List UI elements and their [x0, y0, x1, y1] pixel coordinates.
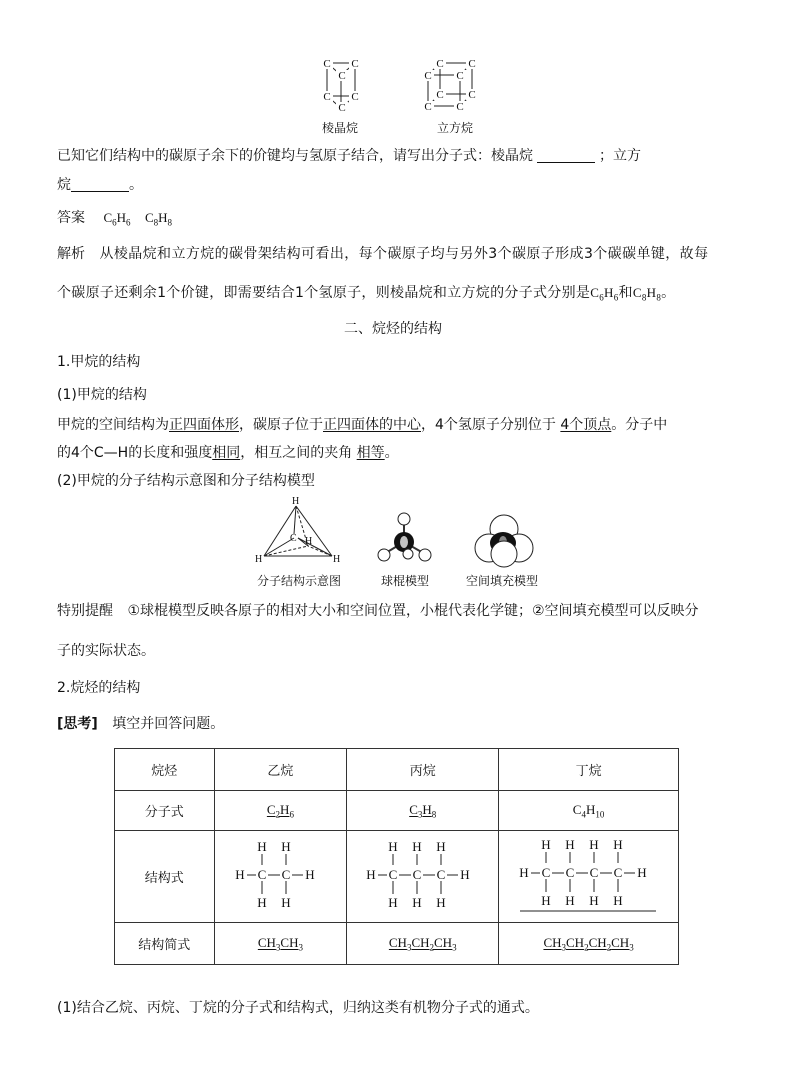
svg-text:C: C	[338, 70, 346, 82]
svg-text:H: H	[281, 894, 292, 910]
ethane-formula: $C_2H_6$	[214, 791, 347, 831]
ball-stick-caption: 球棍模型	[381, 574, 430, 588]
methane-subheading-2: (2)甲烷的分子结构示意图和分子结构模型	[57, 473, 315, 489]
svg-text:C: C	[589, 864, 598, 880]
svg-text:H: H	[412, 838, 422, 854]
alkane-heading: 2.烷烃的结构	[57, 680, 141, 696]
tip-label: 特别提醒	[57, 603, 113, 619]
analysis-text-1: 从棱晶烷和立方烷的碳骨架结构可看出，每个碳原子均与另外3个碳原子形成3个碳碳单键，故每	[99, 246, 709, 262]
text: 的4个C—H的长度和强度	[57, 445, 213, 461]
svg-text:H: H	[636, 864, 647, 880]
answer-line	[57, 207, 172, 228]
table-header-row	[115, 749, 679, 791]
ethane-structure	[230, 837, 330, 913]
text: 。分子中	[611, 417, 668, 433]
question-line2-text: 烷	[57, 177, 71, 193]
svg-text:H: H	[388, 894, 398, 910]
butane-condensed: $CH_3CH_2CH_2CH_3$	[499, 923, 679, 965]
answer-value-1: $C_6H_6$	[103, 210, 131, 228]
svg-text:C: C	[436, 866, 446, 882]
answer-value-2: $C_8H_8$	[144, 210, 173, 228]
svg-text:H: H	[333, 554, 341, 565]
svg-text:C: C	[468, 89, 476, 101]
svg-text:H: H	[436, 838, 446, 854]
svg-text:C: C	[351, 58, 359, 70]
think-label: [思考]	[57, 716, 98, 732]
svg-text:H: H	[540, 836, 551, 852]
svg-text:C: C	[388, 866, 398, 882]
svg-text:H: H	[588, 892, 599, 908]
svg-text:H: H	[612, 892, 623, 908]
text: ，碳原子位于	[239, 417, 323, 433]
svg-text:H: H	[305, 536, 313, 547]
svg-text:H: H	[588, 836, 599, 852]
row-label: 结构式	[115, 831, 215, 923]
butane-structure	[514, 835, 664, 915]
svg-text:C: C	[565, 864, 574, 880]
text: 。	[384, 445, 399, 461]
answer-underline: 相等	[356, 445, 385, 461]
analysis-line-1	[57, 243, 708, 263]
svg-text:H: H	[564, 892, 575, 908]
text: ，4个氢原子分别位于	[421, 417, 556, 433]
svg-text:C: C	[323, 91, 331, 103]
methane-paragraph-1	[57, 414, 667, 434]
methane-paragraph-2	[57, 442, 399, 462]
table-row	[115, 791, 679, 831]
methane-subheading-1: (1)甲烷的结构	[57, 387, 147, 403]
svg-text:H: H	[460, 866, 470, 882]
space-filling-model	[474, 512, 534, 570]
final-question: (1)结合乙烷、丙烷、丁烷的分子式和结构式，归纳这类有机物分子式的通式。	[57, 1000, 539, 1016]
question-text: 已知它们结构中的碳原子余下的价键均与氢原子结合，请写出分子式：棱晶烷	[57, 148, 533, 164]
think-line	[57, 713, 224, 733]
svg-text:H: H	[235, 866, 246, 882]
row-label: 分子式	[115, 791, 215, 831]
svg-text:H: H	[564, 836, 575, 852]
analysis-label: 解析	[57, 246, 85, 262]
svg-text:C: C	[613, 864, 622, 880]
svg-text:C: C	[424, 101, 432, 112]
svg-text:H: H	[281, 838, 292, 854]
answer-label: 答案	[57, 210, 85, 226]
svg-text:H: H	[257, 894, 268, 910]
butane-formula: $C_4H_{10}$	[499, 791, 679, 831]
section-title: 二、烷烃的结构	[344, 321, 442, 337]
svg-text:C: C	[412, 866, 422, 882]
svg-text:H: H	[518, 864, 529, 880]
analysis-line-2: 个碳原子还剩余1个价键，即需要结合1个氢原子，则棱晶烷和立方烷的分子式分别是$C_6H_6$和$C_8H_8$。	[57, 285, 676, 303]
cubane-figure	[420, 56, 482, 112]
row-label: 结构简式	[115, 923, 215, 965]
svg-text:H: H	[612, 836, 623, 852]
ethane-structural-formula	[214, 831, 347, 923]
svg-text:C: C	[290, 533, 297, 544]
prismane-figure	[315, 56, 370, 112]
svg-text:H: H	[540, 892, 551, 908]
svg-text:C: C	[456, 101, 464, 112]
svg-text:C: C	[436, 89, 444, 101]
table-header: 乙烷	[214, 749, 347, 791]
svg-text:H: H	[436, 894, 446, 910]
question-line-1	[57, 145, 641, 165]
svg-text:H: H	[257, 838, 268, 854]
svg-text:C: C	[468, 58, 476, 70]
tip-text-1: ①球棍模型反映各原子的相对大小和空间位置，小棍代表化学键；②空间填充模型可以反映分	[127, 603, 699, 619]
svg-text:H: H	[305, 866, 316, 882]
svg-text:H: H	[388, 838, 398, 854]
propane-structural-formula	[347, 831, 499, 923]
prismane-answer-blank[interactable]	[537, 148, 595, 163]
propane-structure	[361, 837, 485, 913]
butane-structural-formula	[499, 831, 679, 923]
text: 甲烷的空间结构为	[57, 417, 169, 433]
table-row	[115, 923, 679, 965]
answer-underline: 正四面体形	[169, 417, 239, 433]
table-header: 丙烷	[347, 749, 499, 791]
cubane-caption: 立方烷	[437, 121, 474, 135]
space-filling-caption: 空间填充模型	[466, 574, 539, 588]
think-text: 填空并回答问题。	[112, 716, 225, 732]
svg-text:H: H	[255, 554, 263, 565]
svg-text:H: H	[366, 866, 376, 882]
tip-line-1	[57, 600, 699, 620]
table-row	[115, 831, 679, 923]
text: ，相互之间的夹角	[240, 445, 353, 461]
svg-text:H: H	[292, 496, 300, 507]
svg-text:C: C	[436, 58, 444, 70]
svg-text:C: C	[424, 70, 432, 82]
tip-line-2: 子的实际状态。	[57, 643, 155, 659]
table-header: 烷烃	[115, 749, 215, 791]
svg-text:C: C	[258, 866, 267, 882]
svg-text:C: C	[541, 864, 550, 880]
propane-condensed: $CH_3CH_2CH_3$	[347, 923, 499, 965]
question-line2-end: 。	[129, 177, 143, 193]
alkane-table	[114, 748, 679, 965]
propane-formula: $C_3H_8$	[347, 791, 499, 831]
question-line-2	[57, 174, 143, 194]
svg-text:C: C	[351, 91, 359, 103]
ball-stick-model	[374, 510, 436, 570]
answer-underline: 正四面体的中心	[323, 417, 421, 433]
svg-text:C: C	[456, 70, 464, 82]
svg-text:C: C	[338, 102, 346, 112]
answer-underline: 4个顶点	[560, 417, 612, 433]
methane-heading: 1.甲烷的结构	[57, 354, 141, 370]
structure-diagram-caption: 分子结构示意图	[257, 574, 342, 588]
cubane-answer-blank[interactable]	[71, 177, 129, 192]
svg-text:C: C	[282, 866, 291, 882]
table-header: 丁烷	[499, 749, 679, 791]
svg-text:C: C	[323, 58, 331, 70]
answer-underline: 相同	[212, 445, 241, 461]
question-line1-end: ；立方	[599, 148, 641, 164]
methane-structure-diagram	[250, 494, 350, 570]
prismane-caption: 棱晶烷	[322, 121, 359, 135]
ethane-condensed: $CH_3CH_3$	[214, 923, 347, 965]
svg-text:H: H	[412, 894, 422, 910]
